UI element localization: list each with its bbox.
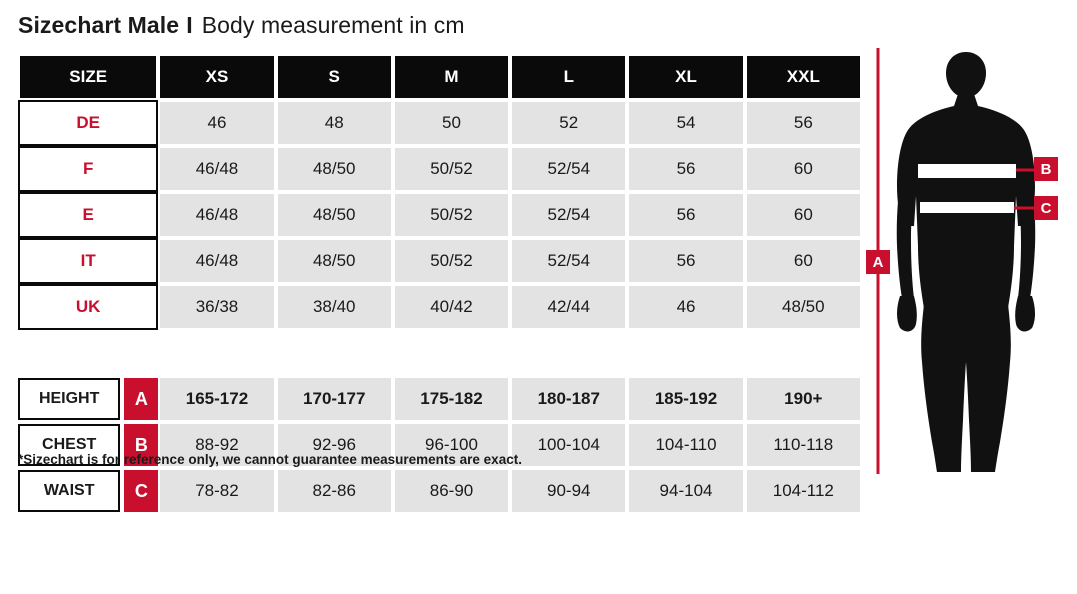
cell-uk-s: 38/40 [276, 284, 393, 330]
cell-e-xxl: 60 [745, 192, 862, 238]
header-cell-m: M [393, 54, 510, 100]
cell-de-xxl: 56 [745, 100, 862, 146]
page-title [18, 12, 465, 39]
cell-de-s: 48 [276, 100, 393, 146]
table-spacer [18, 330, 862, 376]
header-cell-size: SIZE [18, 54, 158, 100]
cell-height-l: 180-187 [510, 376, 627, 422]
footnote: *Sizechart is for reference only, we cannot guarantee measurements are exact. [18, 452, 522, 467]
figure-tag-a: A [866, 250, 890, 274]
header-cell-l: L [510, 54, 627, 100]
cell-waist-xs: 78-82 [158, 468, 275, 514]
table-row [18, 376, 862, 422]
table-row [18, 284, 862, 330]
cell-chest-xxl: 110-118 [745, 422, 862, 468]
cell-de-m: 50 [393, 100, 510, 146]
male-body-silhouette-icon [866, 46, 1066, 476]
cell-it-s: 48/50 [276, 238, 393, 284]
row-label-e: E [18, 192, 158, 238]
header-cell-xl: XL [627, 54, 744, 100]
cell-waist-xxl: 104-112 [745, 468, 862, 514]
cell-height-s: 170-177 [276, 376, 393, 422]
cell-e-xl: 56 [627, 192, 744, 238]
cell-uk-l: 42/44 [510, 284, 627, 330]
row-label-f: F [18, 146, 158, 192]
cell-e-m: 50/52 [393, 192, 510, 238]
header-cell-xxl: XXL [745, 54, 862, 100]
cell-it-xs: 46/48 [158, 238, 275, 284]
cell-chest-m: 96-100 [393, 422, 510, 468]
meas-label-height [18, 378, 158, 420]
cell-de-xl: 54 [627, 100, 744, 146]
cell-waist-xl: 94-104 [627, 468, 744, 514]
meas-label-height-container [18, 376, 158, 422]
table-row [18, 238, 862, 284]
silhouette-shape [897, 52, 1036, 472]
sizechart-table-wrapper [18, 54, 862, 514]
cell-f-xl: 56 [627, 146, 744, 192]
cell-waist-m: 86-90 [393, 468, 510, 514]
meas-label-waist-container [18, 468, 158, 514]
cell-chest-s: 92-96 [276, 422, 393, 468]
meas-label-height-text: HEIGHT [18, 378, 120, 420]
table-row [18, 192, 862, 238]
figure-tag-b: B [1034, 157, 1058, 181]
cell-it-l: 52/54 [510, 238, 627, 284]
header-cell-s: S [276, 54, 393, 100]
cell-e-l: 52/54 [510, 192, 627, 238]
cell-uk-xs: 36/38 [158, 284, 275, 330]
cell-de-xs: 46 [158, 100, 275, 146]
table-row [18, 100, 862, 146]
cell-chest-l: 100-104 [510, 422, 627, 468]
cell-height-m: 175-182 [393, 376, 510, 422]
sizechart-table [18, 54, 862, 514]
cell-height-xxl: 190+ [745, 376, 862, 422]
row-label-uk: UK [18, 284, 158, 330]
cell-it-m: 50/52 [393, 238, 510, 284]
cell-height-xs: 165-172 [158, 376, 275, 422]
cell-f-xs: 46/48 [158, 146, 275, 192]
cell-f-s: 48/50 [276, 146, 393, 192]
title-separator: I [186, 12, 193, 38]
chest-band [918, 164, 1016, 178]
cell-uk-xl: 46 [627, 284, 744, 330]
table-header-row [18, 54, 862, 100]
cell-uk-xxl: 48/50 [745, 284, 862, 330]
figure-tag-c: C [1034, 196, 1058, 220]
spacer-cell [18, 330, 862, 376]
cell-de-l: 52 [510, 100, 627, 146]
cell-chest-xs: 88-92 [158, 422, 275, 468]
cell-f-l: 52/54 [510, 146, 627, 192]
table-row [18, 468, 862, 514]
cell-waist-s: 82-86 [276, 468, 393, 514]
table-row [18, 146, 862, 192]
cell-it-xl: 56 [627, 238, 744, 284]
row-label-de: DE [18, 100, 158, 146]
cell-f-m: 50/52 [393, 146, 510, 192]
page-subtitle: Body measurement in cm [201, 12, 465, 38]
row-label-it: IT [18, 238, 158, 284]
meas-label-chest-text: CHEST [18, 424, 120, 466]
cell-waist-l: 90-94 [510, 468, 627, 514]
cell-uk-m: 40/42 [393, 284, 510, 330]
waist-band [920, 202, 1014, 213]
meas-badge-a: A [124, 378, 158, 420]
meas-badge-b: B [124, 424, 158, 466]
header-cell-xs: XS [158, 54, 275, 100]
cell-it-xxl: 60 [745, 238, 862, 284]
page-title-main: Sizechart Male [18, 12, 180, 38]
body-figure [866, 46, 1066, 476]
meas-label-waist-text: WAIST [18, 470, 120, 512]
cell-height-xl: 185-192 [627, 376, 744, 422]
meas-badge-c: C [124, 470, 158, 512]
cell-e-s: 48/50 [276, 192, 393, 238]
cell-chest-xl: 104-110 [627, 422, 744, 468]
cell-f-xxl: 60 [745, 146, 862, 192]
meas-label-waist [18, 470, 158, 512]
cell-e-xs: 46/48 [158, 192, 275, 238]
